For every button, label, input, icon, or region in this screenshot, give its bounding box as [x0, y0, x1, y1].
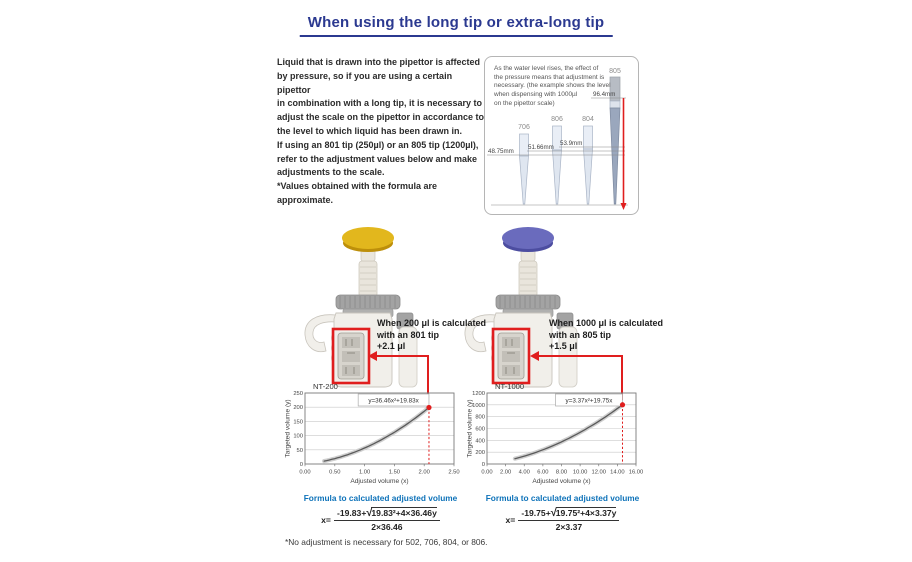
y-tick-label: 150 — [293, 419, 303, 426]
y-tick-label: 200 — [293, 405, 303, 412]
liquid-level-arrow-icon — [621, 203, 627, 210]
x-tick-label: 8.00 — [555, 469, 568, 476]
x-axis-label: Adjusted volume (x) — [532, 478, 591, 485]
info-note-line: when dispensing with 1000µl — [494, 91, 578, 99]
x-tick-label: 0.00 — [481, 469, 493, 476]
knurled-collar — [496, 295, 560, 309]
intro-line: the level to which liquid has been drawn in. — [277, 125, 463, 136]
chart-title: NT-1000 — [495, 382, 525, 391]
info-note-line: necessary. (the example shows the level — [494, 82, 611, 90]
x-tick-label: 16.00 — [628, 469, 644, 476]
chart-nt-1000 — [465, 380, 645, 490]
equation-label: y=36.46x²+19.83x — [368, 397, 419, 405]
marker-dot — [426, 405, 431, 410]
x-tick-label: 1.50 — [388, 469, 401, 476]
formula-num-pre: -19.75+ — [521, 508, 551, 518]
tip-label-805: 805 — [609, 68, 621, 75]
formula-denominator: 2×3.37 — [555, 522, 583, 533]
tip-806-cone — [553, 150, 562, 204]
curve-band — [324, 408, 429, 462]
formula-expression — [475, 506, 650, 533]
x-tick-label: 2.00 — [499, 469, 512, 476]
marker-dot — [620, 402, 625, 407]
measure-53mm: 53.9mm — [560, 140, 583, 147]
callout-line: with an 805 tip — [549, 329, 612, 340]
y-axis-label: Targeted volume (y) — [466, 399, 474, 458]
callout-line: with an 801 tip — [377, 329, 440, 340]
connector-line — [376, 355, 429, 357]
tip-805-cone — [610, 108, 620, 204]
chart-nt-200 — [283, 380, 463, 490]
y-tick-label: 1000 — [472, 402, 485, 409]
formula-prefix: x= — [505, 514, 516, 525]
formula-denominator: 2×36.46 — [371, 522, 403, 533]
measure-96mm: 96.4mm — [593, 91, 616, 98]
callout-line: When 1000 μl is calculated — [549, 318, 664, 328]
formula-num-pre: -19.83+ — [336, 508, 367, 518]
callout-line: When 200 μl is calculated — [377, 318, 487, 328]
counter-digits — [502, 337, 520, 376]
x-tick-label: 6.00 — [537, 469, 549, 476]
formula-prefix: x= — [321, 514, 331, 525]
y-tick-label: 200 — [475, 450, 485, 457]
x-tick-label: 1.00 — [358, 469, 371, 476]
x-tick-label: 0.00 — [299, 469, 311, 476]
y-tick-label: 50 — [296, 447, 303, 454]
y-tick-label: 0 — [481, 462, 485, 468]
connector-line — [538, 355, 623, 357]
intro-line: adjustments to the scale. — [277, 167, 385, 178]
y-tick-label: 250 — [293, 391, 303, 397]
y-tick-label: 400 — [475, 438, 485, 445]
pipette-nt-1000 — [462, 225, 612, 389]
y-tick-label: 0 — [299, 462, 303, 468]
intro-line: in combination with a long tip, it is necessary to — [277, 98, 483, 109]
callout-line: +1.5 μl — [549, 341, 578, 351]
curve-band — [515, 405, 623, 459]
formula-radicand: 19.75²+4×3.37y — [555, 508, 617, 518]
intro-line: by pressure, so if you are using a certain pipettor — [277, 70, 453, 95]
info-note-line: the pressure means that adjustment is — [494, 73, 605, 81]
counter-digits — [342, 337, 360, 376]
intro-line: adjust the scale on the pipettor in accordance to — [277, 112, 485, 123]
tip-label-806: 806 — [551, 116, 563, 123]
plunger-cap — [342, 227, 394, 249]
x-tick-label: 2.50 — [448, 469, 460, 476]
callout-nt-1000 — [549, 318, 663, 353]
info-note-line: As the water level rises, the effect of — [494, 65, 599, 72]
x-tick-label: 2.00 — [418, 469, 430, 476]
pipette-nt-200 — [302, 225, 452, 389]
curve — [515, 405, 623, 459]
formula-block-nt-1000 — [475, 493, 650, 533]
sqrt-icon: √ — [550, 507, 557, 519]
y-axis-label: Targeted volume (y) — [284, 399, 292, 458]
x-tick-label: 14.00 — [610, 469, 625, 476]
tip-804-collar — [584, 126, 593, 149]
y-tick-label: 800 — [475, 414, 485, 421]
tip-706-cone — [520, 156, 529, 204]
tip-label-804: 804 — [582, 116, 594, 123]
curve — [324, 408, 429, 462]
measure-48mm: 48.75mm — [488, 148, 514, 155]
intro-line: refer to the adjustment values below and make — [277, 153, 478, 164]
x-tick-label: 10.00 — [572, 469, 588, 476]
info-note-line: on the pipettor scale) — [494, 99, 555, 107]
sqrt-icon: √ — [366, 507, 373, 519]
tip-804-cone — [584, 149, 593, 204]
formula-block-nt-200 — [293, 493, 468, 533]
chart-title: NT-200 — [313, 382, 338, 391]
callout-line: +2.1 μl — [377, 341, 406, 351]
intro-paragraph — [277, 56, 487, 208]
info-note — [494, 65, 614, 109]
y-tick-label: 600 — [475, 426, 485, 433]
intro-line: Liquid that is drawn into the pipettor is affected — [277, 57, 481, 67]
formula-radicand: 19.83²+4×36.46y — [371, 508, 437, 518]
footer-note: *No adjustment is necessary for 502, 706, 804, or 806. — [285, 537, 488, 547]
x-axis-label: Adjusted volume (x) — [350, 478, 409, 485]
formula-heading: Formula to calculated adjusted volume — [485, 493, 640, 503]
page-title: When using the long tip or extra-long tip — [300, 14, 613, 37]
measure-51mm: 51.66mm — [528, 144, 554, 151]
x-tick-label: 4.00 — [518, 469, 530, 476]
y-tick-label: 100 — [293, 433, 303, 440]
formula-heading: Formula to calculated adjusted volume — [303, 493, 458, 503]
intro-line: *Values obtained with the formula are approximate. — [277, 181, 438, 205]
y-tick-label: 1200 — [472, 391, 485, 397]
tip-label-706: 706 — [518, 124, 530, 131]
intro-line: If using an 801 tip (250µl) or an 805 tip (1200µl), — [277, 139, 479, 150]
plunger-cap — [502, 227, 554, 249]
x-tick-label: 0.50 — [329, 469, 341, 476]
callout-nt-200 — [377, 318, 486, 353]
formula-expression — [293, 506, 468, 533]
equation-label: y=3.37x²+19.75x — [565, 397, 613, 405]
x-tick-label: 12.00 — [591, 469, 607, 476]
tip-length-info-box — [484, 56, 639, 215]
